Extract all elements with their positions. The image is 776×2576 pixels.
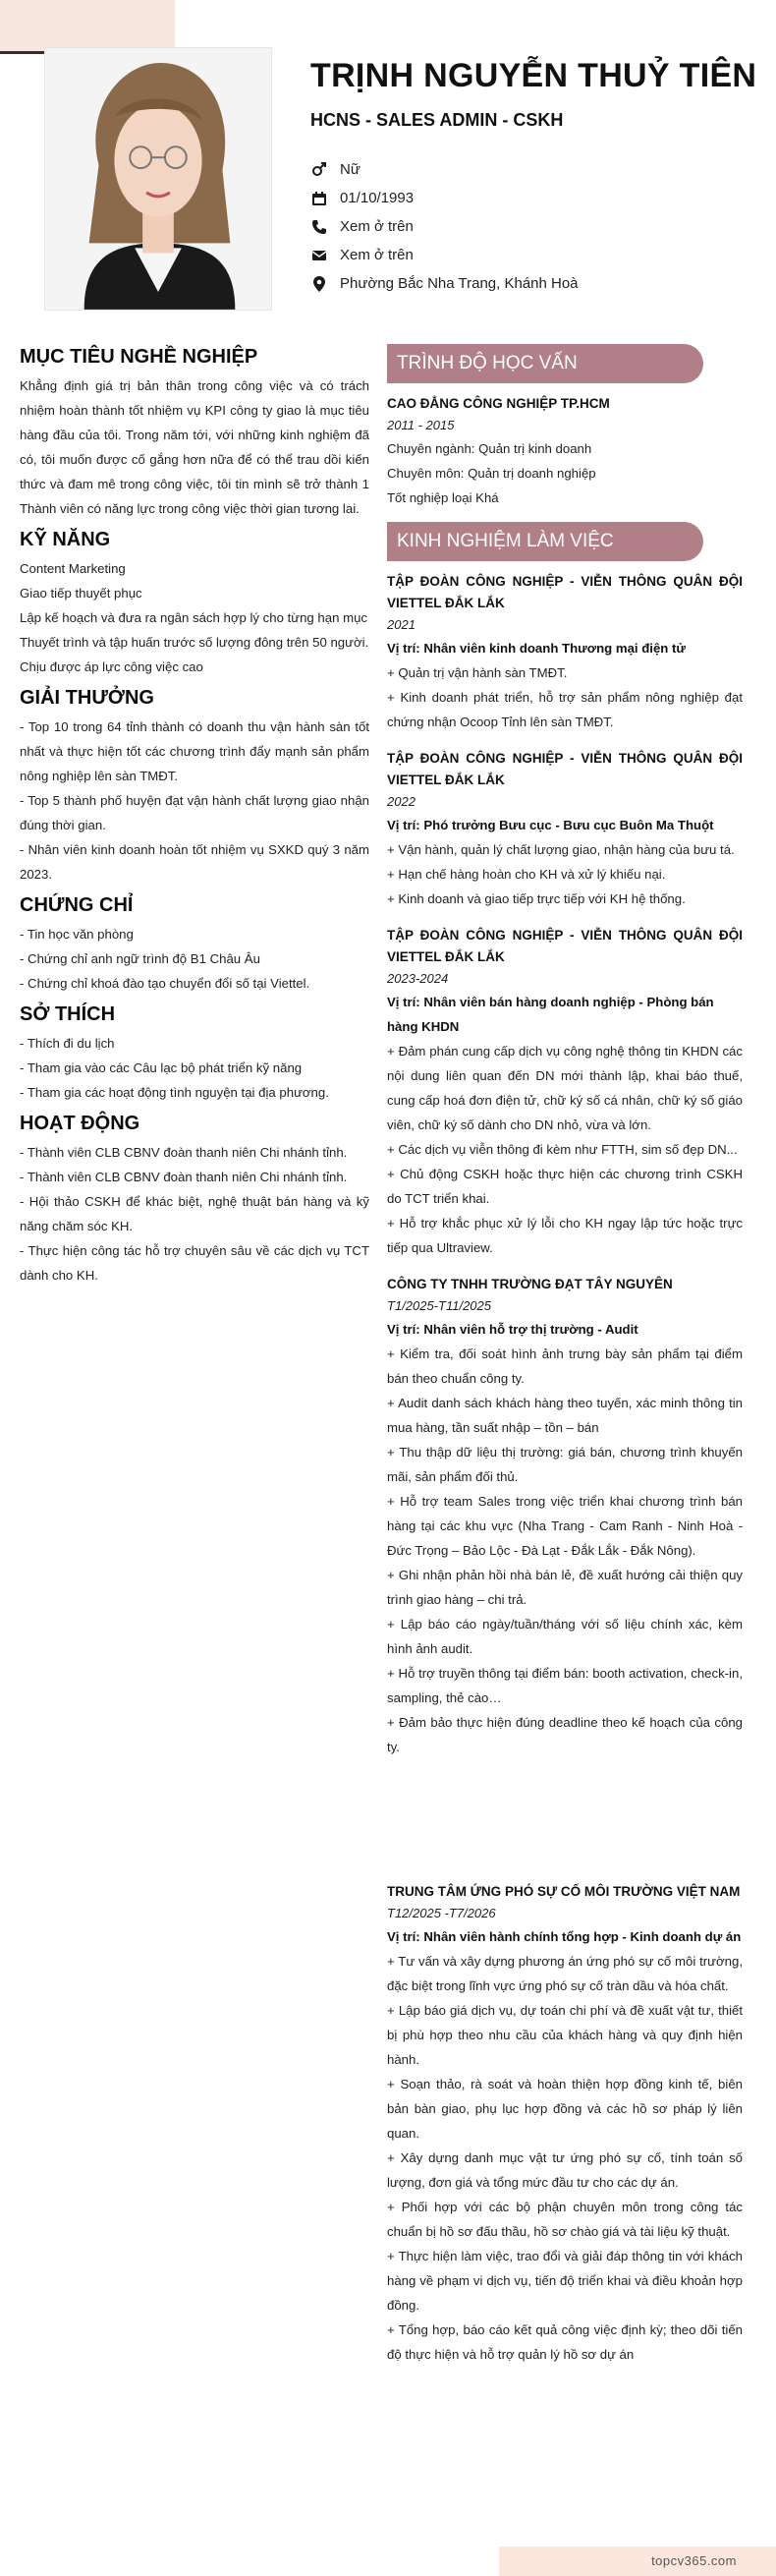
job-company: CÔNG TY TNHH TRƯỜNG ĐẠT TÂY NGUYÊN (387, 1277, 673, 1291)
skills-heading: KỸ NĂNG (20, 529, 111, 550)
skill-item: Chịu được áp lực công việc cao (20, 659, 203, 674)
contact-birthday (310, 184, 579, 212)
experience-section (387, 522, 743, 2367)
skill-item: Thuyết trình và tập huấn trước số lượng đông trên 50 người. (20, 635, 369, 650)
hobby-item: - Tham gia vào các Câu lạc bộ phát triển kỹ năng (20, 1060, 303, 1075)
job-duty: + Soạn thảo, rà soát và hoàn thiện hợp đồng kinh tế, biên bản bàn giao, phụ lục hợp đồng và các hồ sơ pháp lý liên quan. (387, 2077, 743, 2141)
job-entry (387, 571, 743, 734)
job-company: TẬP ĐOÀN CÔNG NGHIỆP - VIỄN THÔNG QUÂN ĐỘI VIETTEL ĐẮK LẮK (387, 574, 743, 610)
education-line: Chuyên môn: Quản trị doanh nghiệp (387, 466, 596, 481)
job-duty: + Các dịch vụ viễn thông đi kèm như FTTH, sim số đẹp DN... (387, 1142, 738, 1157)
job-company: TRUNG TÂM ỨNG PHÓ SỰ CỐ MÔI TRƯỜNG VIỆT NAM (387, 1884, 741, 1899)
job-role: Vị trí: Nhân viên kinh doanh Thương mại điện tử (387, 641, 686, 656)
skill-item: Lập kế hoạch và đưa ra ngân sách hợp lý cho từng hạn mục (20, 610, 368, 625)
job-period: 2023-2024 (387, 971, 449, 986)
contact-email[interactable] (310, 241, 579, 269)
job-duty: + Chủ động CSKH hoặc thực hiện các chương trình CSKH do TCT triển khai. (387, 1167, 743, 1206)
job-duty: + Kinh doanh phát triển, hỗ trợ sản phẩm nông nghiệp đạt chứng nhận Ocoop Tỉnh lên sàn TMĐT. (387, 690, 743, 729)
job-role: Vị trí: Phó trưởng Bưu cục - Bưu cục Buôn Ma Thuột (387, 818, 714, 832)
contact-phone-text: Xem ở trên (340, 218, 414, 235)
education-period: 2011 - 2015 (387, 418, 455, 432)
activity-item: - Hội thảo CSKH để khác biệt, nghệ thuật bán hàng và kỹ năng chăm sóc KH. (20, 1194, 369, 1233)
hobby-item: - Thích đi du lịch (20, 1036, 115, 1051)
contact-list (310, 155, 579, 298)
certificates-heading: CHỨNG CHỈ (20, 894, 134, 916)
objective-text: Khẳng định giá trị bản thân trong công việc và có trách nhiệm hoàn thành tốt nhiệm vụ KPI công ty giao là mục tiêu hàng đầu của tôi. Trong năm tới, với những kinh nghiệm đã có, tôi muốn được cố gắng hơn nữa để có thể trau dồi kiến thức và đam mê trong công việc, tôi tin mình sẽ trở thành 1 Thành viên có năng lực trong công việc thời gian tương lai. (20, 378, 369, 516)
job-entry (387, 925, 743, 1260)
objective-section (20, 344, 369, 521)
page-gap (387, 1773, 743, 1881)
profile-photo (44, 47, 272, 311)
job-role: Vị trí: Nhân viên hành chính tổng hợp - Kinh doanh dự án (387, 1929, 742, 1944)
contact-email-text: Xem ở trên (340, 247, 414, 263)
job-duty: + Hỗ trợ truyền thông tại điểm bán: booth activation, check-in, sampling, thẻ cào… (387, 1666, 743, 1705)
job-duty: + Đảm bảo thực hiện đúng deadline theo kế hoạch của công ty. (387, 1715, 743, 1754)
job-duty: + Hỗ trợ khắc phục xử lý lỗi cho KH ngay lập tức hoặc trực tiếp qua Ultraview. (387, 1216, 743, 1255)
job-duty: + Ghi nhận phản hồi nhà bán lẻ, đề xuất hướng cải thiện quy trình giao hàng – chi trả. (387, 1568, 743, 1607)
contact-gender (310, 155, 579, 184)
certificates-section (20, 892, 369, 996)
hobbies-section (20, 1002, 369, 1105)
job-duty: + Tổng hợp, báo cáo kết quả công việc định kỳ; theo dõi tiến độ thực hiện và hỗ trợ quản lý hồ sơ dự án (387, 2322, 743, 2362)
skill-item: Content Marketing (20, 561, 126, 576)
award-item: - Top 10 trong 64 tỉnh thành có doanh thu vận hành sàn tốt nhất và thực hiện tốt các chương trình đẩy mạnh sản phẩm nông nghiệp lên sàn TMĐT. (20, 719, 369, 783)
activity-item: - Thành viên CLB CBNV đoàn thanh niên Chi nhánh tỉnh. (20, 1170, 348, 1184)
award-item: - Nhân viên kinh doanh hoàn tốt nhiệm vụ SXKD quý 3 năm 2023. (20, 842, 369, 882)
job-entry (387, 1274, 743, 1759)
job-duty: + Xây dựng danh mục vật tư ứng phó sự cố, tính toán số lượng, đơn giá và tổng mức đầu tư cho các dự án. (387, 2150, 743, 2190)
job-duty: + Tư vấn và xây dựng phương án ứng phó sự cố môi trường, đặc biệt trong lĩnh vực ứng phó sự cố tràn dầu và hóa chất. (387, 1954, 743, 1993)
job-duty: + Thu thập dữ liệu thị trường: giá bán, chương trình khuyến mãi, sản phẩm đối thủ. (387, 1445, 743, 1484)
experience-heading: KINH NGHIỆM LÀM VIỆC (387, 522, 703, 561)
job-duty: + Thực hiện làm việc, trao đổi và giải đáp thông tin với khách hàng về phạm vi dịch vụ, tiến độ triển khai và điều khoản hợp đồng. (387, 2249, 743, 2313)
job-duty: + Vận hành, quản lý chất lượng giao, nhận hàng của bưu tá. (387, 842, 735, 857)
activities-heading: HOẠT ĐỘNG (20, 1113, 140, 1134)
job-duty: + Hỗ trợ team Sales trong việc triển khai chương trình bán hàng tại các khu vực (Nha Trang - Cam Ranh - Ninh Hoà - Đức Trọng – Bảo Lộc - Đà Lạt - Đắk Lắk - Đắk Nông). (387, 1494, 743, 1558)
certificate-item: - Chứng chỉ anh ngữ trình độ B1 Châu Âu (20, 951, 260, 966)
contact-birthday-text: 01/10/1993 (340, 190, 415, 206)
activities-section (20, 1111, 369, 1288)
job-duty: + Lập báo cáo ngày/tuần/tháng với số liệu chính xác, kèm hình ảnh audit. (387, 1617, 743, 1656)
awards-heading: GIẢI THƯỞNG (20, 687, 154, 709)
contact-gender-text: Nữ (340, 161, 360, 178)
contact-address-text: Phường Bắc Nha Trang, Khánh Hoà (340, 275, 579, 292)
left-column (20, 344, 369, 1293)
job-role: Vị trí: Nhân viên bán hàng doanh nghiệp - Phòng bán hàng KHDN (387, 995, 714, 1034)
job-duty: + Audit danh sách khách hàng theo tuyến, xác minh thông tin mua hàng, tần suất nhập – tồn – bán (387, 1396, 743, 1435)
job-period: 2021 (387, 617, 416, 632)
job-duty: + Kinh doanh và giao tiếp trực tiếp với KH hệ thống. (387, 891, 686, 906)
education-line: Chuyên ngành: Quản trị kinh doanh (387, 441, 592, 456)
job-duty: + Phối hợp với các bộ phận chuyên môn trong công tác chuẩn bị hồ sơ đấu thầu, hồ sơ chào giá và tài liệu kỹ thuật. (387, 2200, 743, 2239)
job-duty: + Đảm phán cung cấp dịch vụ công nghệ thông tin KHDN các nội dung liên quan đến DN mới thành lập, khai báo thuế, cung cấp hoá đơn điện tử, chữ ký số cá nhân, chữ ký số giáo viên, chữ ký số dành cho DN nhỏ, vừa và lớn. (387, 1044, 743, 1132)
activity-item: - Thực hiện công tác hỗ trợ chuyên sâu về các dịch vụ TCT dành cho KH. (20, 1243, 369, 1283)
candidate-name: TRỊNH NGUYỄN THUỶ TIÊN (310, 57, 757, 94)
job-duty: + Quản trị vận hành sàn TMĐT. (387, 665, 568, 680)
gender-icon (310, 161, 328, 179)
candidate-title: HCNS - SALES ADMIN - CSKH (310, 110, 564, 130)
watermark: topcv365.com (651, 2553, 737, 2568)
education-school: CAO ĐẲNG CÔNG NGHIỆP TP.HCM (387, 396, 610, 411)
job-entry (387, 748, 743, 911)
job-company: TẬP ĐOÀN CÔNG NGHIỆP - VIỄN THÔNG QUÂN ĐỘI VIETTEL ĐẮK LẮK (387, 928, 743, 964)
education-heading: TRÌNH ĐỘ HỌC VẤN (387, 344, 703, 383)
skill-item: Giao tiếp thuyết phục (20, 586, 142, 601)
location-icon (310, 275, 328, 293)
education-line: Tốt nghiệp loại Khá (387, 490, 499, 505)
objective-heading: MỤC TIÊU NGHỀ NGHIỆP (20, 346, 258, 368)
right-column (387, 344, 743, 2380)
calendar-icon (310, 190, 328, 207)
job-company: TẬP ĐOÀN CÔNG NGHIỆP - VIỄN THÔNG QUÂN ĐỘI VIETTEL ĐẮK LẮK (387, 751, 743, 787)
education-section (387, 344, 743, 510)
job-entry (387, 1881, 743, 2367)
job-duty: + Hạn chế hàng hoàn cho KH và xử lý khiếu nại. (387, 867, 666, 882)
award-item: - Top 5 thành phố huyện đạt vận hành chất lượng giao nhận đúng thời gian. (20, 793, 369, 832)
job-period: 2022 (387, 794, 416, 809)
job-duty: + Lập báo giá dịch vụ, dự toán chi phí và đề xuất vật tư, thiết bị phù hợp theo nhu cầu của khách hàng và quy định hiện hành. (387, 2003, 743, 2067)
skills-section (20, 527, 369, 679)
hobbies-heading: SỞ THÍCH (20, 1003, 116, 1025)
awards-section (20, 685, 369, 887)
job-period: T12/2025 -T7/2026 (387, 1906, 496, 1920)
certificate-item: - Chứng chỉ khoá đào tạo chuyển đổi số tại Viettel. (20, 976, 310, 991)
phone-icon (310, 218, 328, 236)
contact-address (310, 269, 579, 298)
hobby-item: - Tham gia các hoạt động tình nguyện tại địa phương. (20, 1085, 329, 1100)
email-icon (310, 247, 328, 264)
job-duty: + Kiểm tra, đối soát hình ảnh trưng bày sản phẩm tại điểm bán theo chuẩn công ty. (387, 1346, 743, 1386)
decorative-corner-top (0, 0, 175, 51)
contact-phone[interactable] (310, 212, 579, 241)
job-period: T1/2025-T11/2025 (387, 1298, 491, 1313)
certificate-item: - Tin học văn phòng (20, 927, 134, 942)
job-role: Vị trí: Nhân viên hỗ trợ thị trường - Audit (387, 1322, 638, 1337)
activity-item: - Thành viên CLB CBNV đoàn thanh niên Chi nhánh tỉnh. (20, 1145, 348, 1160)
